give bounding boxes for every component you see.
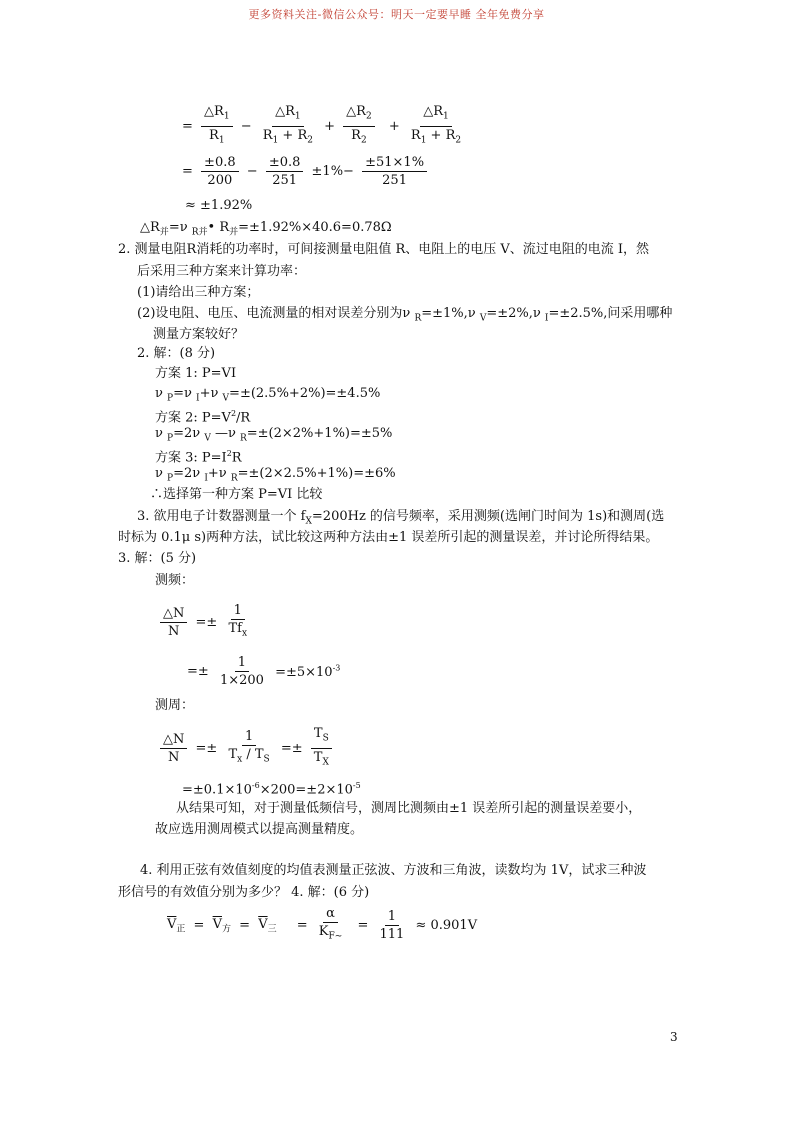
result-delta-r-parallel: $\triangle R_并=\nu$ $_{R并}$• $R_并=\pm 1.92\%\times 40.6=0.78\Omega$ [140, 220, 392, 238]
equation-rms-values: $\overline{V}_正 = \overline{V}_方 = \overline{V}_三$ = $\frac{\alpha}{K_{F\sim}}$ = $\frac{1}{111}$ ≈ 0.901V [167, 906, 478, 942]
result-approx: ≈ ±1.92% [185, 198, 253, 213]
scheme-3-error: ν $_P$=2ν $_I$+ν $_R$=±(2×2.5%+1%)=±6% [155, 466, 396, 484]
scheme-1-error: ν $_P$=ν $_I$+ν $_V$=±(2.5%+2%)=±4.5% [155, 386, 381, 404]
question-2-conclusion: ∴选择第一种方案 P=VI 比较 [150, 487, 323, 502]
question-3-conclusion-2: 故应选用测周模式以提高测量精度。 [155, 822, 364, 837]
question-3-conclusion-1: 从结果可知，对于测量低频信号，测周比测频由±1 误差所引起的测量误差要小， [176, 801, 642, 816]
question-3-line2: 时标为 0.1μ s)两种方法，试比较这两种方法由±1 误差所引起的测量误差，并讨论所得结果。 [118, 530, 659, 545]
period-measure-label: 测周： [155, 698, 195, 713]
freq-measure-label: 测频： [155, 573, 195, 588]
equation-freq-value: =± $\frac{1}{1\times 200}$ $=\pm 5\times 10^{-3}$ [187, 655, 341, 688]
question-2-part2: (2)设电阻、电压、电流测量的相对误差分别为ν $_R$=±1%,ν $_V$=±2%,ν $_I$=±2.5%,问采用哪种 [137, 306, 673, 324]
question-4-line1: 4. 利用正弦有效值刻度的均值表测量正弦波、方波和三角波，读数均为 1V，试求三种波 [140, 863, 647, 878]
answer-2-heading: 2. 解：(8 分) [137, 346, 216, 361]
equation-numeric: = $\frac{\pm 0.8}{200}$ − $\frac{\pm 0.8}{251}$ ±1%− $\frac{\pm 51\times 1\%}{251}$ [180, 155, 429, 188]
equation-period-value: $=\pm 0.1\times 10^{-6}\times 200=\pm 2\times 10^{-5}$ [182, 781, 361, 798]
equation-freq-error: $\frac{\triangle N}{N}$ =± $\frac{1}{Tf_x}$ [158, 603, 252, 642]
answer-3-heading: 3. 解：(5 分) [118, 551, 197, 566]
question-2-line5: 测量方案较好？ [153, 327, 245, 342]
scheme-2-error: ν $_P$=2ν $_V$ —ν $_R$=±(2×2%+1%)=±5% [155, 426, 393, 444]
equation-delta-r-sum: = $\frac{\triangle R_1}{R_1}$ − $\frac{\triangle R_1}{R_1 + R_2}$ + $\frac{\triangle R_2}{R_2}$ + $\frac{\triangle R_1}{R_1 + R_2}$ [182, 104, 462, 146]
question-3-line1: 3. 欲用电子计数器测量一个 $f_X=200Hz$ 的信号频率，采用测频(选闸门时间为 1s)和测周(选 [137, 509, 665, 527]
question-2-line2: 后采用三种方案来计算功率： [137, 264, 307, 279]
scheme-3: 方案 3: $P=I^2R$ [155, 449, 242, 466]
question-2-part1: (1)请给出三种方案； [137, 285, 260, 300]
scheme-1: 方案 1: P=VI [155, 366, 237, 381]
equation-period-error: $\frac{\triangle N}{N}$ =± $\frac{1}{T_x / T_S}$ =± $\frac{T_S}{T_X}$ [158, 726, 334, 770]
question-2-line1: 2. 测量电阻R消耗的功率时，可间接测量电阻值 R、电阻上的电压 V、流过电阻的电流 I，然 [118, 242, 650, 257]
page-number: 3 [670, 1030, 678, 1044]
scheme-2: 方案 2: $P=V^2/R$ [155, 409, 251, 426]
header-banner: 更多资料关注-微信公众号：明天一定要早睡 全年免费分享 [248, 8, 545, 21]
question-4-line2: 形信号的有效值分别为多少？ 4. 解：(6 分) [118, 885, 370, 900]
